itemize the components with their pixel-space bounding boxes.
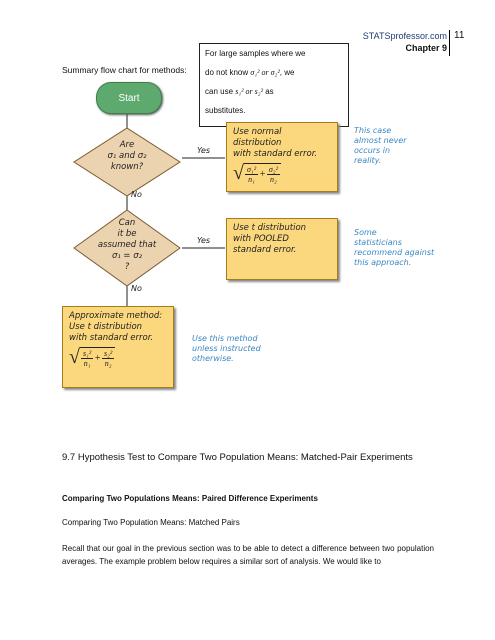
side1-line3: occurs in — [354, 146, 391, 155]
note-line2b: as — [265, 87, 274, 96]
box2-line1: Use t distribution — [233, 223, 307, 233]
body-paragraph: Recall that our goal in the previous section was to be able to detect a difference between two population averages. The example problem below requires a similar sort of analysis. We would like to — [62, 544, 434, 566]
box2-line3: standard error. — [233, 245, 297, 255]
decision2-line1: Can — [118, 218, 136, 228]
denominator: n₂ — [104, 359, 112, 368]
decision1-line2: σ₁ and σ₂ — [107, 151, 147, 161]
numerator: s₁² — [82, 349, 92, 358]
decision2-line2: it be — [117, 229, 137, 239]
decision-equal-variance — [72, 208, 182, 290]
pooled-t-distribution-box — [226, 218, 338, 280]
summary-label: Summary flow chart for methods: — [62, 65, 187, 75]
numerator: σ₁² — [246, 165, 257, 174]
side1-line1: This case — [354, 126, 392, 135]
box2-line2: with POOLED — [233, 234, 289, 244]
standard-error-formula-sigma — [233, 163, 331, 184]
decision2-line4: σ₁ = σ₂ — [111, 251, 143, 261]
numerator: σ₂² — [268, 165, 278, 174]
approximate-method-box — [62, 306, 174, 388]
yes-label-2: Yes — [197, 236, 211, 245]
decision2-line3: assumed that — [97, 240, 157, 250]
sqrt-icon: √ — [69, 346, 80, 368]
section-heading: 9.7 Hypothesis Test to Compare Two Population Means: Matched-Pair Experiments — [62, 452, 413, 463]
box1-line1: Use normal distribution — [233, 127, 282, 148]
box1-line2: with standard error. — [233, 149, 318, 159]
site-name: STATSprofessor.com — [362, 31, 447, 41]
side2-line1: Some — [354, 228, 377, 237]
page-number: 11 — [449, 30, 468, 56]
fraction — [81, 349, 93, 368]
radicand — [80, 347, 115, 368]
fraction — [102, 349, 114, 368]
box3-line2: Use t distribution — [69, 322, 143, 332]
decision2-text — [72, 218, 182, 273]
decision1-text — [72, 140, 182, 173]
bold-heading: Comparing Two Populations Means: Paired Difference Experiments — [62, 494, 318, 503]
box3-line1: Approximate method: — [69, 311, 163, 321]
note-line2: can use — [205, 87, 234, 96]
normal-distribution-box — [226, 122, 338, 192]
subheading: Comparing Two Population Means: Matched Pairs — [62, 518, 240, 527]
no-label-2: No — [131, 284, 142, 293]
decision1-line1: Are — [119, 140, 135, 150]
note-line1b: do not know — [205, 68, 249, 77]
denominator: n₂ — [270, 175, 277, 184]
no-label-1: No — [131, 190, 142, 199]
side-note-statisticians — [354, 228, 434, 268]
chapter-label: Chapter 9 — [405, 43, 447, 53]
plus-sign: + — [94, 353, 102, 364]
side2-line4: this approach. — [354, 258, 412, 267]
side-note-use-method — [192, 334, 261, 364]
fraction — [245, 165, 258, 184]
fraction — [267, 165, 280, 184]
denominator: n₁ — [83, 359, 91, 368]
radicand — [244, 163, 281, 184]
start-terminal: Start — [96, 82, 162, 114]
note-sigma-symbols: σ₁² or σ₂² — [250, 68, 280, 77]
side3-line1: Use this method — [192, 334, 258, 343]
side2-line2: statisticians — [354, 238, 402, 247]
standard-error-formula-s — [69, 347, 167, 368]
note-line3: substitutes. — [205, 106, 246, 115]
yes-label-1: Yes — [197, 146, 211, 155]
decision-sigma-known — [72, 126, 182, 198]
side3-line3: otherwise. — [192, 354, 234, 363]
side1-line4: reality. — [354, 156, 382, 165]
decision2-line5: ? — [124, 262, 130, 272]
side1-line2: almost never — [354, 136, 407, 145]
sqrt-icon: √ — [233, 162, 244, 184]
plus-sign: + — [259, 169, 266, 180]
denominator: n₁ — [248, 175, 255, 184]
numerator: s₂² — [104, 349, 113, 358]
side2-line3: recommend against — [354, 248, 435, 257]
note-s-symbols: s₁² or s₂² — [235, 87, 263, 96]
note-line1c: , we — [279, 68, 295, 77]
side-note-rare-case — [354, 126, 407, 166]
decision1-line3: known? — [110, 162, 144, 172]
box3-line3: with standard error. — [69, 333, 154, 343]
side3-line2: unless instructed — [192, 344, 261, 353]
note-line1: For large samples where we — [205, 49, 306, 58]
